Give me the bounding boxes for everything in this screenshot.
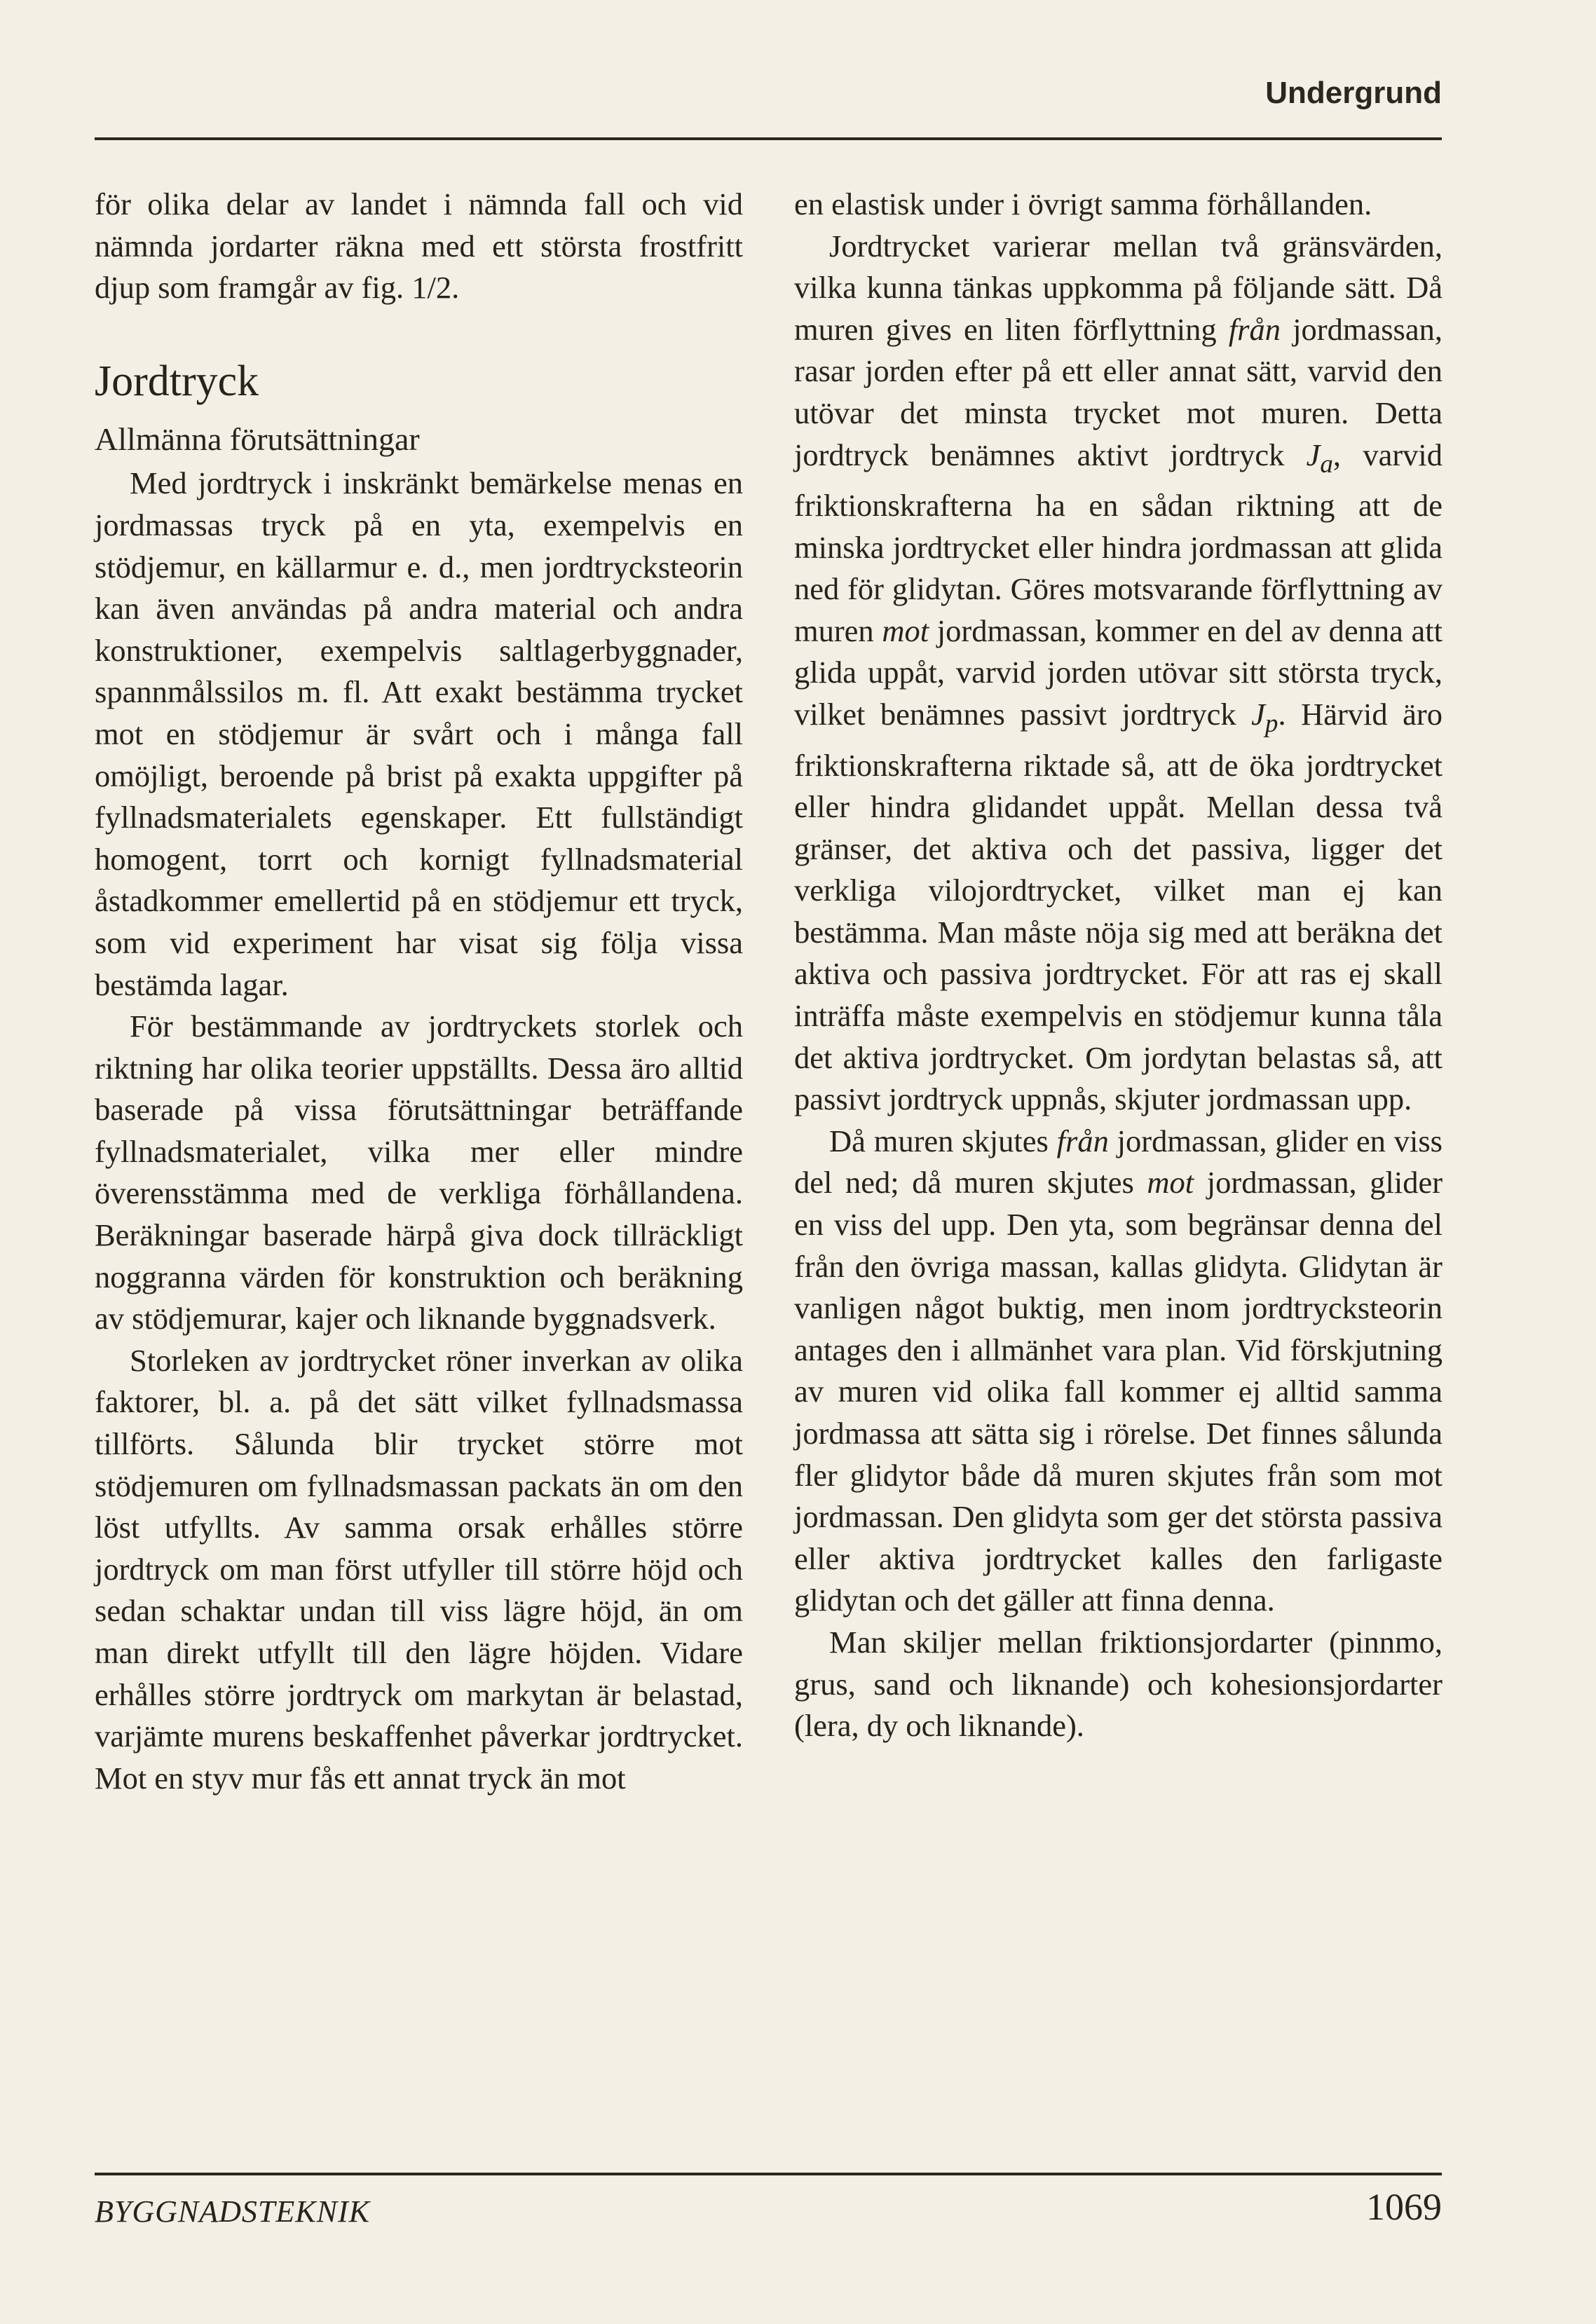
subsection-title: Allmänna förutsättningar <box>95 421 420 457</box>
footer-publication: BYGGNADSTEKNIK <box>95 2194 370 2229</box>
text-run: jordmassan, glider en viss del ned; då muren skjutes <box>794 1123 1442 1201</box>
symbol-j: J <box>1306 437 1321 472</box>
emphasis: mot <box>882 613 929 648</box>
left-column <box>95 184 743 1799</box>
text-run: Jordtrycket varierar mellan två gränsvärden, vilka kunna tänkas uppkomma på följande sätt. Då muren gives en liten förflyttning <box>794 228 1442 347</box>
footer-rule <box>95 2173 1442 2175</box>
text-run: . Härvid äro friktionskrafterna riktade så, att de öka jordtrycket eller hindra glidandet uppåt. Mellan dessa två gränser, det aktiva och det passiva, ligger det verkliga vilojordtrycket, vilket man ej kan bestämma. Man måste nöja sig med att beräkna det aktiva och passiva jordtrycket. För att ras ej skall inträffa måste exempelvis en stödjemur kunna tåla det aktiva jordtrycket. Om jordytan belastas så, att passivt jordtryck uppnås, skjuter jordmassan upp. <box>794 697 1443 1117</box>
paragraph <box>794 1121 1442 1622</box>
intro-paragraph: för olika delar av landet i nämnda fall och vid nämnda jordarter räkna med ett största frostfritt djup som framgår av fig. 1/2. <box>95 186 743 306</box>
symbol-j: J <box>1251 697 1265 732</box>
symbol-subscript: p <box>1264 709 1278 738</box>
paragraph: en elastisk under i övrigt samma förhållanden. <box>794 186 1372 221</box>
text-run: jordmassan, glider en viss del upp. Den yta, som begränsar denna del från den övriga massan, kallas glidyta. Glidytan är vanligen något buktig, men inom jordtrycksteorin antages den i allmänhet vara plan. Vid förskjutning av muren vid olika fall kommer ej alltid samma jordmassa att sätta sig i rörelse. Det finnes sålunda fler glidytor både då muren skjutes från som mot jordmassan. Den glidyta som ger det största passiva eller aktiva jordtrycket kalles den farligaste glidytan och det gäller att finna denna. <box>794 1165 1443 1618</box>
right-column <box>794 184 1442 1747</box>
emphasis: mot <box>1147 1165 1194 1201</box>
header-rule <box>95 137 1442 140</box>
text-run: jordmassan, rasar jorden efter på ett eller annat sätt, varvid den utövar det minsta trycket mot muren. Detta jordtryck benämnes aktivt jordtryck <box>794 311 1442 472</box>
text-run: Då muren skjutes <box>829 1123 1057 1158</box>
emphasis: från <box>1228 311 1281 347</box>
paragraph: Storleken av jordtrycket röner inverkan av olika faktorer, bl. a. på det sätt vilket fyllnadsmassa tillförts. Sålunda blir trycket större mot stödjemuren om fyllnadsmassan packats än om den löst utfyllts. Av samma orsak erhålles större jordtryck om man först utfyller till större höjd och sedan schaktar undan till viss lägre höjd, än om man direkt utfyllt till den lägre höjden. Vidare erhålles större jordtryck om markytan är belastad, varjämte murens beskaffenhet påverkar jordtrycket. Mot en styv mur fås ett annat tryck än mot <box>95 1342 743 1796</box>
section-title: Jordtryck <box>95 357 259 405</box>
paragraph: Man skiljer mellan friktionsjordarter (pinnmo, grus, sand och liknande) och kohesionsjordarter (lera, dy och liknande). <box>794 1624 1442 1744</box>
text-run: jordmassan, kommer en del av denna att glida uppåt, varvid jorden utövar sitt största tryck, vilket benämnes passivt jordtryck <box>794 613 1442 732</box>
symbol-subscript: a <box>1320 449 1333 479</box>
paragraph: Med jordtryck i inskränkt bemärkelse menas en jordmassas tryck på en yta, exempelvis en stödjemur, en källarmur e. d., men jordtrycksteorin kan även användas på andra material och andra konstruktioner, exempelvis saltlagerbyggnader, spannmålssilos m. fl. Att exakt bestämma trycket mot en stödjemur är svårt och i många fall omöjligt, beroende på brist på exakta uppgifter på fyllnadsmaterialets egenskaper. Ett fullständigt homogent, torrt och kornigt fyllnadsmaterial åstadkommer emellertid på en stödjemur ett tryck, som vid experiment har visat sig följa vissa bestämda lagar. <box>95 465 743 1002</box>
text-run: , varvid friktionskrafterna ha en sådan riktning att de minska jordtrycket eller hindra jordmassan att glida ned för glidytan. Göres motsvarande förflyttning av muren <box>794 437 1443 648</box>
paragraph: För bestämmande av jordtryckets storlek och riktning har olika teorier uppställts. Dessa äro alltid baserade på vissa förutsättningar beträffande fyllnadsmaterialet, vilka mer eller mindre överensstämma med de verkliga förhållandena. Beräkningar baserade härpå giva dock tillräckligt noggranna värden för konstruktion och beräkning av stödjemurar, kajer och liknande byggnadsverk. <box>95 1009 743 1337</box>
page-number: 1069 <box>1366 2186 1442 2228</box>
paragraph <box>794 226 1442 1121</box>
running-header: Undergrund <box>1265 76 1442 110</box>
emphasis: från <box>1056 1123 1109 1158</box>
